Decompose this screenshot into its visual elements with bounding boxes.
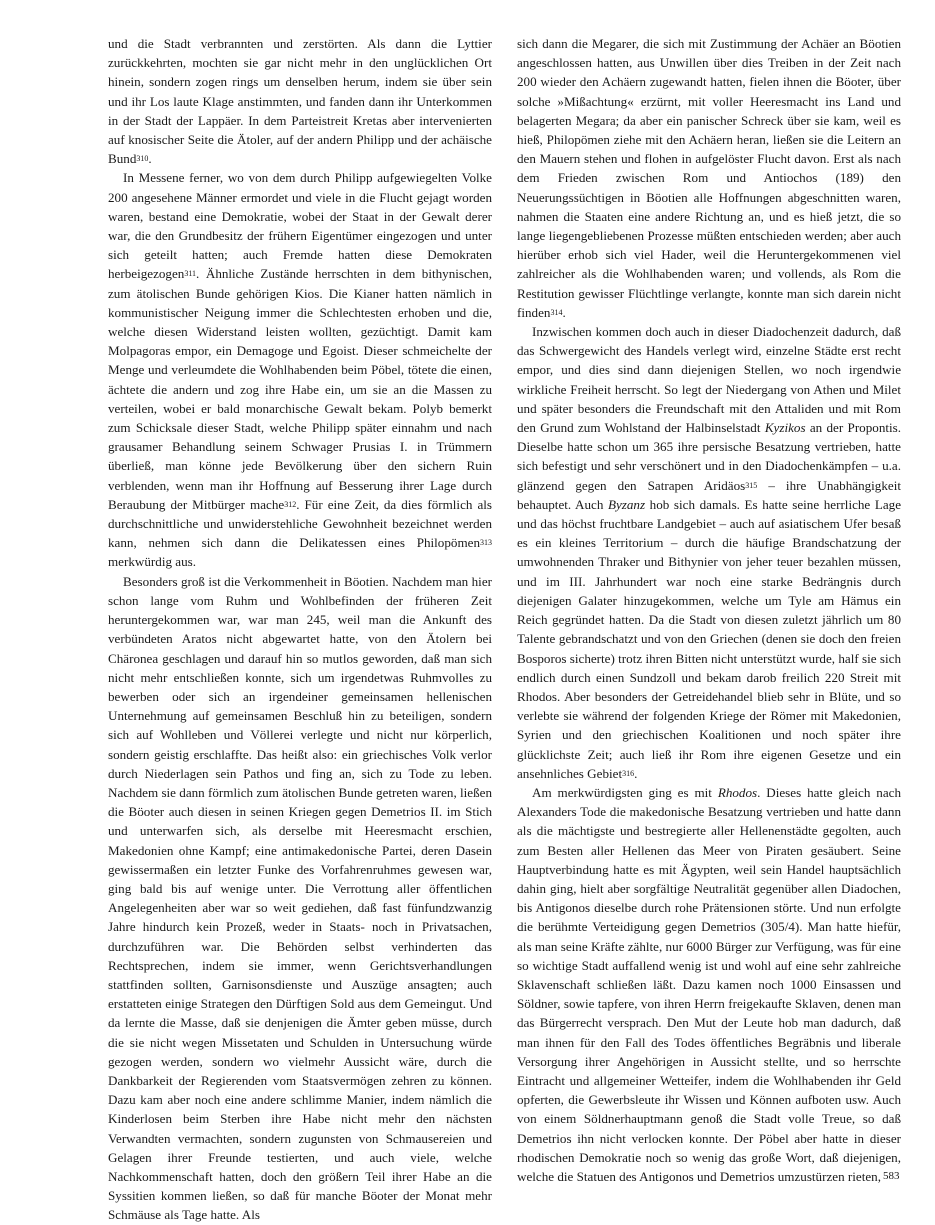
text-run: an der Propontis. Dieselbe hatte schon um 365 ihre persische Besatzung vertrieben, hatte sich befestigt und sehr verschönert und in den Diadochenkämpfen – u.a. glänzend gegen den Satrapen Aridäos bbox=[517, 420, 902, 493]
paragraph bbox=[108, 572, 492, 1225]
text-run: . bbox=[634, 765, 638, 781]
left-column bbox=[108, 34, 492, 1225]
text-run: sich dann die Megarer, die sich mit Zustimmung der Achäer an Böotien angeschlossen hatten, aus Unwillen über dies Treiben in der Zeit nach 200 wieder den Achäern zugewandt hatten, fielen ihnen die Böoter, über solche »Mißachtung« erzürnt, mit voller Heeresmacht ins Land und belagerten Megara; da aber ein panischer Schreck über sie kam, weil es hieß, Philopömen ziehe mit den Achäern heran, ließen sie die Leitern an den Mauern stehen und flohen in aufgelöster Flucht davon. Erst als nach dem Frieden zwischen Rom und Antiochos (189) den Neuerungssüchtigen in Böotien alle Hoffnungen abgeschnitten waren, nahmen die Staaten eine andere Richtung an, und es hieß jetzt, die so lange liegengebliebenen Prozesse müßten entschieden werden; aber auch hierüber erhob sich viel Hader, weil die Heruntergekommenen viel zahlreicher als die Wohlhabenden waren; und vollends, als Rom die Restitution gewisser Flüchtlinge verlangte, konnte man sich darein nicht finden bbox=[517, 36, 901, 320]
paragraph bbox=[108, 168, 492, 571]
footnote-ref: 315 bbox=[745, 480, 758, 490]
paragraph bbox=[517, 783, 901, 1186]
text-run: und die Stadt verbrannten und zerstörten. Als dann die Lyttier zurückkehrten, mochten sie gar nicht mehr in den unglücklichen Ort hinein, sondern zogen rings um denselben herum, indem sie über sein und ihr Los laute Klage anstimmten, und fanden dann ihr Unterkommen in der Stadt der Lappäer. In dem Parteistreit Kretas aber intervenierten auf knosischer Seite die Ätoler, auf der andern Philipp und der achäische Bund bbox=[108, 36, 492, 167]
footnote-ref: 313 bbox=[480, 538, 492, 548]
italic-term: Kyzikos bbox=[764, 420, 806, 436]
text-run: – ihre Unabhängigkeit behauptet. Auch bbox=[517, 477, 901, 512]
footnote-ref: 312 bbox=[284, 499, 297, 509]
italic-term: Byzanz bbox=[607, 496, 646, 512]
text-run: Am merkwürdigsten ging es mit bbox=[532, 784, 718, 800]
paragraph bbox=[517, 34, 901, 322]
footnote-ref: 310 bbox=[136, 154, 149, 164]
italic-term: Rhodos bbox=[717, 784, 758, 800]
page-number: 583 bbox=[883, 1170, 900, 1182]
footnote-ref: 314 bbox=[550, 307, 563, 317]
text-run: In Messene ferner, wo von dem durch Philipp aufgewiegelten Volke 200 angesehene Männer ermordet und viele in die Flucht gejagt worden waren, bestand eine Demokratie, wobei der Staat in der Gewalt derer war, die den Grundbesitz der frühern Eigentümer eingezogen und unter sich geteilt hatten; auch Fremde hatten diese Demokraten herbeigezogen bbox=[108, 170, 492, 282]
text-run: hob sich damals. Es hatte seine herrliche Lage und das höchst fruchtbare Landgebiet – auch auf asiatischem Ufer besaß es ein kleines Territorium – durch die häufige Brandschatzung der umwohnenden Thraker und Bithynier von jeher teuer bezahlen müssen, und im III. Jahrhundert war noch eine starke Bedrängnis durch diejenigen Galater hinzugekommen, welche um Tyle am Hämus ein Reich gegründet hatten. Da die Stadt von diesen zuletzt jährlich um 80 Talente gebrandschatzt und von den Griechen (denen sie doch den freien Bosporos sicherte) trotz ihren Bitten nicht unterstützt wurde, half sie sich endlich durch einen Sundzoll und bekam darob freilich 220 Streit mit Rhodos. Aber besonders der Getreidehandel blieb sehr in Blüte, und so verlebte sie während der folgenden Kriege der Römer mit Makedonien, Syrien und den griechischen Koalitionen und noch später ihre glücklichste Zeit; auch ließ ihr Rom ihre eigenen Gesetze und ein ansehnliches Gebiet bbox=[517, 496, 901, 781]
text-run: . Dieses hatte gleich nach Alexanders Tode die makedonische Besatzung vertrieben und hatte dann als die mächtigste und bestregierte aller Hellenenstädte gegolten, auch zum Besten aller Hellenen das Meer von Piraten gesäubert. Seine Hauptverbindung hatte es mit Ägypten, weil sein Handel hauptsächlich dahin ging, hielt aber sorgfältige Neutralität gegenüber allen Diadochen, bis Antigonos dieselbe durch rohe Prätensionen störte. Und nun erfolgte die berühmte Verteidigung gegen Demetrios (305/4). Man hatte hiefür, als man seine Kräfte zählte, nur 6000 Bürger zur Verfügung, was für eine so wichtige Stadt auffallend wenig ist und wohl auf eine sehr zahlreiche Sklavenschaft schließen läßt. Dazu kamen noch 1000 Einsassen und Söldner, sowie tapfere, von ihren Herrn freigekaufte Sklaven, denen man das Bürgerrecht versprach. Den Mut der Leute hob man dadurch, daß man ihnen für den Fall des Todes öffentliches Begräbnis und liberale Versorgung ihrer Angehörigen in Aussicht stellte, und so herrschte Eintracht und allgemeiner Wetteifer, indem die Wohlhabenden ihr Geld opferten, die Gewerbsleute ihr Wissen und Können aufboten usw. Auch von einem Söldnerhauptmann genoß die Stadt volle Treue, so daß Demetrios ihn nicht verlocken konnte. Der Pöbel aber hatte in dieser rhodischen Demokratie noch so wenig das große Wort, daß diejenigen, welche die Statuen des Antigonos und Demetrios umzustürzen rieten, bbox=[517, 784, 901, 1184]
text-run: . Ähnliche Zustände herrschten in dem bithynischen, zum ätolischen Bunde gehörigen Kios. Die Kianer hatten nämlich in kommunistischer Neigung immer die Schlechtesten erhoben und die, welche diesen Widerstand leisten wollten, gezüchtigt. Damit kam Molpagoras empor, ein Demagoge und Egoist. Dieser schmeichelte der Menge und verleumdete die Wohlhabenden beim Pöbel, tötete die einen, ächtete die andern und zog ihre Habe ein, um sie an die Massen zu verteilen, wobei er bald monarchische Gewalt bekam. Polyb bemerkt zum Schicksale dieser Stadt, welche Philipp später einnahm und nach grausamer Behandlung seinem Schwager Prusias I. in Trümmern überließ, man könne jede Bevölkerung über den sichern Ruin verblenden, wenn man ihr Hoffnung auf Besserung ihrer Lage durch Beraubung der Mitbürger mache bbox=[108, 266, 492, 512]
text-run: . Für eine Zeit, da dies förmlich als durchschnittliche und unwiderstehliche Gewohnheit bezeichnet werden kann, nehmen sich dann die Delikatessen eines Philopömen bbox=[108, 496, 492, 551]
text-run: . bbox=[148, 151, 152, 167]
text-run: merkwürdig aus. bbox=[108, 554, 196, 570]
text-run: . bbox=[562, 304, 566, 320]
footnote-ref: 316 bbox=[622, 768, 635, 778]
paragraph bbox=[108, 34, 492, 168]
footnote-ref: 311 bbox=[184, 269, 197, 279]
text-run: Inzwischen kommen doch auch in dieser Diadochenzeit dadurch, daß das Schwergewicht des Handels verlegt wird, einzelne Städte erst recht empor, und dies sind dann diejenigen Stellen, wo noch irgendwie wirkliche Freiheit herrscht. So legt der Niedergang von Athen und Milet und später besonders die Freundschaft mit den Attaliden und mit Rom den Grund zum Wohlstand der Halbinselstadt bbox=[517, 324, 901, 436]
right-column bbox=[517, 34, 901, 1186]
paragraph bbox=[517, 322, 901, 783]
text-run: Besonders groß ist die Verkommenheit in Böotien. Nachdem man hier schon lange vom Ruhm und Wohlbefinden der früheren Zeit heruntergekommen war, war man 245, weil man die Ankunft des verbündeten Aratos nicht abgewartet hatte, von den Ätolern bei Chäronea geschlagen und darauf hin so mutlos geworden, daß man sich nicht mehr entschließen konnte, sich um irgendetwas Ruhmvolles zu bewerben oder sich an irgendeiner gemeinsamen hellenischen Unternehmung auf gemeinsamen Beschluß hin zu beteiligen, sondern sich auf Wohlleben und Völlerei verlegte und nicht nur körperlich, sondern geistig erschlaffte. Das heißt also: ein griechisches Volk verlor durch Niederlagen sein Pathos und fing an, sich zu Tode zu leben. Nachdem sie dann förmlich zum ätolischen Bunde getreten waren, ließen die Böoter auch diesen in seinen Kriegen gegen Demetrios II. im Stich und unterwarfen sich, als derselbe mit Heeresmacht erschien, Makedonien ohne Kampf; eine antimakedonische Partei, deren Dasein gewissermaßen ein letzter Funke des Vorfahrenruhmes gewesen war, ging bald bis auf wenige unter. Die Verrottung aller öffentlichen Angelegenheiten aber war so weit gediehen, daß fast fünfundzwanzig Jahre hindurch kein Prozeß, weder in Staats- noch in Privatsachen, durchzuführen war. Die Behörden selbst verhinderten das Rechtsprechen, indem sie immer, wenn Gerichtsverhandlungen stattfinden sollten, Garnisonsdienste und Auszüge ansagten; auch erstatteten einige Strategen den Dürftigen Sold aus dem Gemeingut. Und da lernte die Masse, daß sie denjenigen die Ämter geben müsse, durch die sie nicht wegen Missetaten und Schulden in Untersuchung würde gezogen werden, sondern wo vielmehr Aussicht wäre, durch die Dankbarkeit der Regierenden vom Staatsvermögen zehren zu können. Dazu kam aber noch eine andere schlimme Manier, indem nämlich die Kinderlosen beim Sterben ihre Habe nicht mehr den nächsten Verwandten vermachten, sondern zugunsten von Schmausereien und Gelagen ihrer Freunde testierten, und auch viele, welche Nachkommenschaft hatten, doch den größern Teil ihrer Habe an die Syssitien kommen ließen, so daß für manche Böoter der Monat mehr Schmäuse als Tage hatte. Als bbox=[108, 573, 492, 1223]
